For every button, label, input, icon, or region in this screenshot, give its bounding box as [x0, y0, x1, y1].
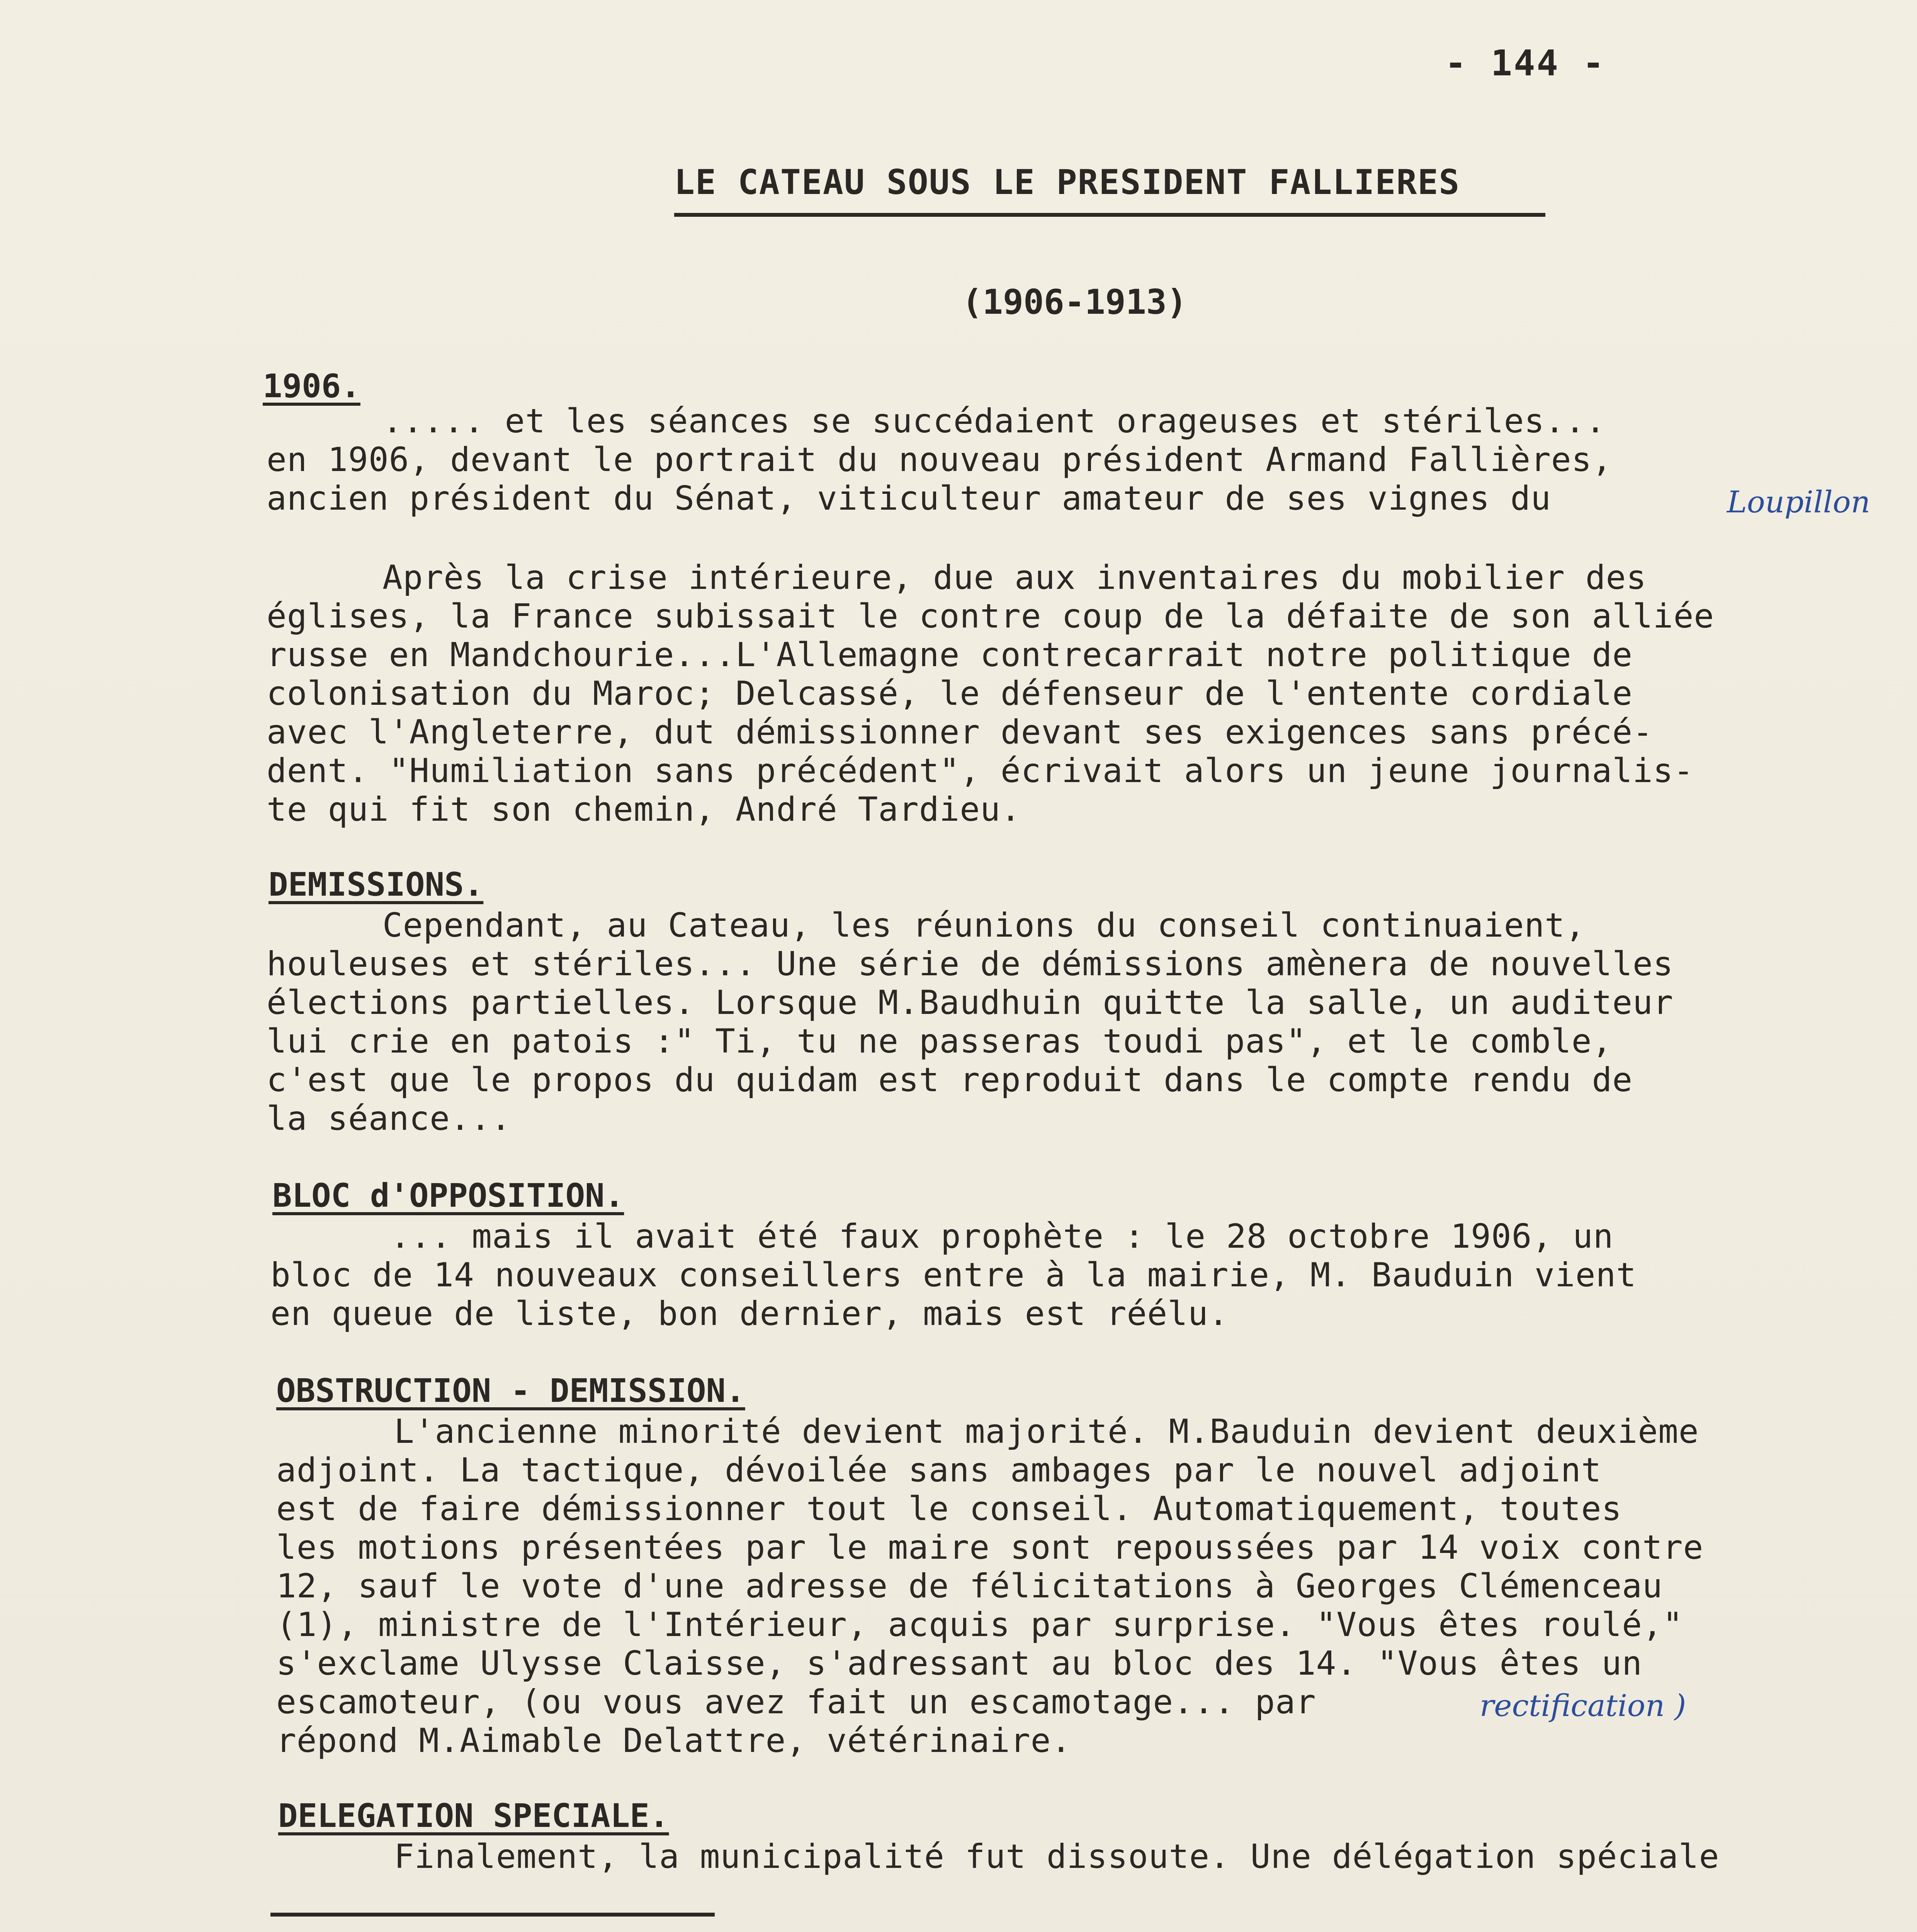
text-line: Après la crise intérieure, due aux inventaires du mobilier des — [382, 558, 1647, 597]
text-line: c'est que le propos du quidam est reproduit dans le compte rendu de — [267, 1061, 1633, 1099]
text-line: 12, sauf le vote d'une adresse de félicitations à Georges Clémenceau — [276, 1567, 1663, 1605]
text-line: te qui fit son chemin, André Tardieu. — [267, 790, 1021, 829]
text-line: les motions présentées par le maire sont repoussées par 14 voix contre — [276, 1528, 1704, 1567]
text-line: lui crie en patois :" Ti, tu ne passeras toudi pas", et le comble, — [267, 1022, 1613, 1061]
page-number: - 144 - — [1445, 43, 1606, 84]
section-heading-bloc: BLOC d'OPPOSITION. — [272, 1177, 624, 1214]
text-line: est de faire démissionner tout le conseil. Automatiquement, toutes — [276, 1490, 1622, 1528]
text-line: colonisation du Maroc; Delcassé, le défenseur de l'entente cordiale — [267, 674, 1633, 713]
text-line: houleuses et stériles... Une série de démissions amènera de nouvelles — [267, 945, 1674, 983]
text-line: répond M.Aimable Delattre, vétérinaire. — [276, 1721, 1072, 1760]
text-line: adjoint. La tactique, dévoilée sans ambages par le nouvel adjoint — [276, 1451, 1602, 1490]
text-line: Finalement, la municipalité fut dissoute. Une délégation spéciale — [394, 1837, 1720, 1876]
text-line: églises, la France subissait le contre coup de la défaite de son alliée — [267, 597, 1715, 636]
text-line: bloc de 14 nouveaux conseillers entre à la mairie, M. Bauduin vient — [270, 1256, 1637, 1294]
section-heading-1906: 1906. — [263, 367, 360, 405]
text-line: élections partielles. Lorsque M.Baudhuin quitte la salle, un auditeur — [267, 983, 1674, 1022]
text-line: la séance... — [267, 1099, 512, 1138]
text-line: russe en Mandchourie...L'Allemagne contrecarrait notre politique de — [267, 636, 1633, 674]
text-line: Cependant, au Cateau, les réunions du conseil continuaient, — [382, 906, 1586, 945]
section-heading-obstruction: OBSTRUCTION - DEMISSION. — [276, 1372, 745, 1410]
text-line: dent. "Humiliation sans précédent", écrivait alors un jeune journalis- — [267, 752, 1694, 790]
text-line: avec l'Angleterre, dut démissionner devant ses exigences sans précé- — [267, 713, 1653, 752]
section-heading-delegation: DELEGATION SPECIALE. — [278, 1797, 669, 1835]
text-line: s'exclame Ulysse Claisse, s'adressant au bloc des 14. "Vous êtes un — [276, 1644, 1643, 1683]
section-heading-demissions: DEMISSIONS. — [269, 866, 484, 903]
page-subtitle: (1906-1913) — [962, 282, 1187, 322]
page-title: LE CATEAU SOUS LE PRESIDENT FALLIERES — [674, 162, 1545, 217]
text-line: en queue de liste, bon dernier, mais est réélu. — [270, 1294, 1229, 1333]
text-line: L'ancienne minorité devient majorité. M.Bauduin devient deuxième — [394, 1412, 1699, 1451]
footnote-separator — [270, 1913, 715, 1917]
text-line: (1), ministre de l'Intérieur, acquis par surprise. "Vous êtes roulé," — [276, 1605, 1683, 1644]
text-line: en 1906, devant le portrait du nouveau président Armand Fallières, — [267, 440, 1613, 479]
text-line: ..... et les séances se succédaient orageuses et stériles... — [382, 402, 1606, 440]
text-line: ancien président du Sénat, viticulteur amateur de ses vignes du — [267, 479, 1551, 518]
text-line: ... mais il avait été faux prophète : le 28 octobre 1906, un — [390, 1217, 1614, 1256]
text-line: escamoteur, (ou vous avez fait un escamotage... par — [276, 1683, 1316, 1721]
handwritten-annotation: rectification ) — [1480, 1689, 1686, 1723]
handwritten-annotation: Loupillon — [1727, 485, 1870, 520]
